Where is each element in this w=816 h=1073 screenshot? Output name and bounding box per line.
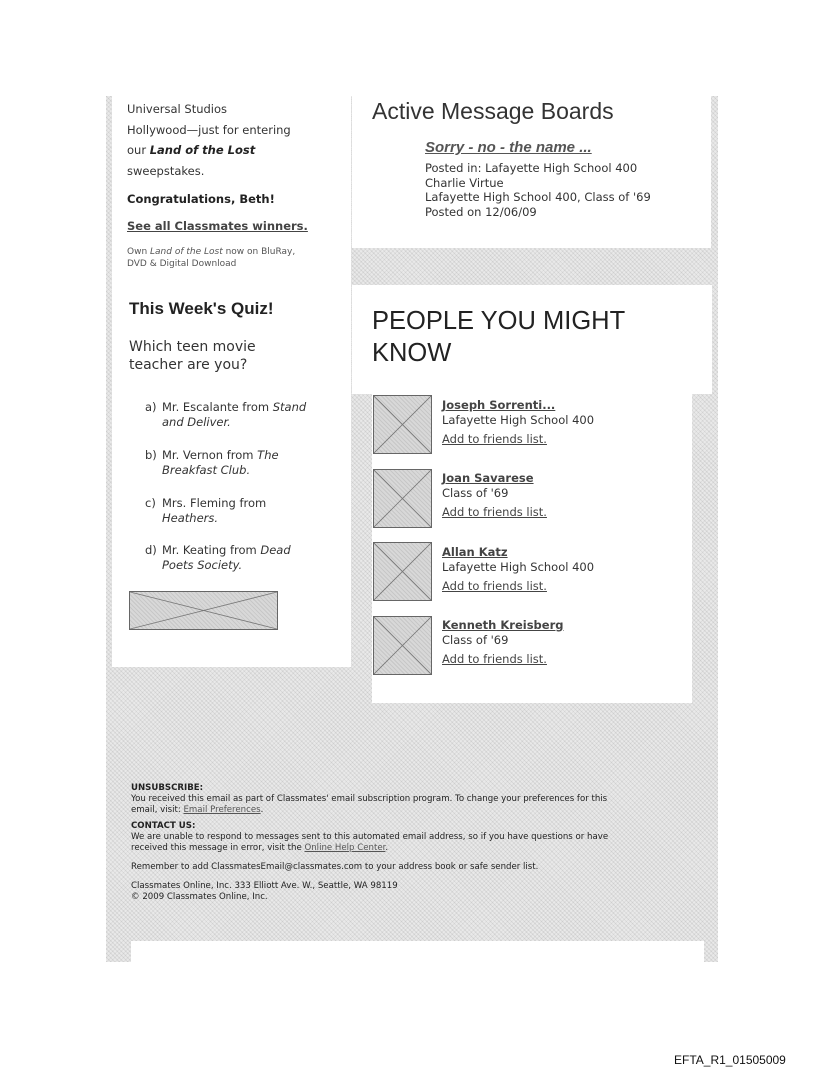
sweepstakes-line1: Universal Studios [127, 102, 228, 116]
quiz-option-a[interactable] [145, 400, 334, 430]
add-friend-link[interactable]: Add to friends list. [442, 505, 547, 519]
person-name-link[interactable]: Allan Katz [442, 545, 508, 559]
spacer [131, 873, 701, 881]
contact-text-cont: received this message in error, visit the Online Help Center. [131, 843, 389, 853]
email-preferences-link[interactable]: Email Preferences [183, 805, 261, 815]
option-movie-cont: Breakfast Club. [162, 463, 251, 477]
congrats-label: Congratulations, Beth! [127, 192, 275, 206]
option-label: b) [145, 448, 157, 462]
document-id: EFTA_R1_01505009 [674, 1053, 786, 1067]
footer [131, 783, 701, 903]
unsubscribe-heading [131, 783, 701, 794]
person-name-link[interactable]: Kenneth Kreisberg [442, 618, 564, 632]
own-title: Land of the Lost [150, 247, 223, 257]
option-movie: The [257, 448, 279, 462]
option-movie: Stand [272, 400, 307, 414]
unsubscribe-text: You received this email as part of Classmates' email subscription program. To change your preferences for this [131, 794, 608, 804]
online-help-center-link[interactable]: Online Help Center [304, 843, 386, 853]
broken-image-icon [374, 396, 431, 453]
option-name: Mr. Escalante from [162, 400, 273, 414]
quiz-option-b[interactable] [145, 448, 334, 478]
post-title-link[interactable]: Sorry - no - the name ... [425, 139, 592, 156]
person-name-link[interactable]: Joseph Sorrenti... [442, 398, 556, 412]
option-movie-cont: and Deliver. [162, 415, 231, 429]
own-prefix: Own [127, 247, 151, 257]
person-detail: Lafayette High School 400 [442, 413, 595, 427]
own-promo [127, 246, 342, 270]
person-item [442, 614, 682, 667]
copyright: © 2009 Classmates Online, Inc. [131, 892, 268, 902]
option-name: Mr. Vernon from [162, 448, 258, 462]
person-detail: Class of '69 [442, 633, 509, 647]
sweepstakes-text [127, 99, 342, 181]
people-title-line2: KNOW [372, 339, 452, 367]
company-address: Classmates Online, Inc. 333 Elliott Ave. W., Seattle, WA 98119 [131, 881, 398, 891]
contact-text-prefix: received this message in error, visit the [131, 843, 305, 853]
broken-image-icon [374, 543, 431, 600]
safe-sender-note: Remember to add ClassmatesEmail@classmates.com to your address book or safe sender list. [131, 862, 539, 872]
sweepstakes-prefix: our [127, 143, 150, 157]
person-detail: Class of '69 [442, 486, 509, 500]
person-detail: Lafayette High School 400 [442, 560, 595, 574]
quiz-submit-button-image[interactable] [129, 591, 278, 630]
person-item [442, 394, 682, 447]
post-author-school: Lafayette High School 400, Class of '69 [425, 190, 651, 204]
broken-image-icon [130, 592, 277, 629]
footer-bottom-strip [131, 941, 704, 962]
sweepstakes-line3 [127, 140, 342, 161]
unsubscribe-text-prefix: email, visit: [131, 805, 184, 815]
option-label: d) [145, 543, 157, 557]
post-date: Posted on 12/06/09 [425, 204, 537, 219]
left-column [112, 96, 351, 667]
option-name: Mr. Keating from [162, 543, 261, 557]
quiz-option-c[interactable] [145, 496, 334, 526]
option-label: a) [145, 400, 157, 414]
quiz-question [129, 338, 339, 374]
own-promo-line1 [127, 246, 342, 258]
quiz-title: This Week's Quiz! [129, 299, 274, 318]
own-suffix: now on BluRay, [222, 247, 296, 257]
post-details [425, 161, 705, 219]
unsubscribe-text-cont: email, visit: Email Preferences. [131, 805, 264, 815]
quiz-question-line1: Which teen movie [129, 339, 256, 355]
own-promo-line2: DVD & Digital Download [127, 259, 237, 269]
contact-text: We are unable to respond to messages sent to this automated email address, so if you have questions or have [131, 832, 609, 842]
person-avatar[interactable] [373, 616, 432, 675]
message-boards-title: Active Message Boards [372, 98, 614, 124]
add-friend-link[interactable]: Add to friends list. [442, 432, 547, 446]
post-author[interactable]: Charlie Virtue [425, 175, 504, 190]
option-movie: Dead [260, 543, 291, 557]
congrats-text [127, 189, 275, 210]
post-posted-in: Posted in: Lafayette High School 400 [425, 161, 638, 175]
quiz-option-d[interactable] [145, 543, 334, 573]
add-friend-link[interactable]: Add to friends list. [442, 652, 547, 666]
option-movie-cont: Poets Society. [162, 558, 243, 572]
person-item [442, 541, 682, 594]
unsubscribe-heading-label: UNSUBSCRIBE: [131, 783, 204, 793]
option-movie-cont: Heathers. [162, 511, 219, 525]
sweepstakes-line4: sweepstakes. [127, 163, 205, 178]
broken-image-icon [374, 617, 431, 674]
option-label: c) [145, 496, 156, 510]
contact-heading-label: CONTACT US: [131, 821, 196, 831]
people-title-line1: PEOPLE YOU MIGHT [372, 307, 626, 335]
person-avatar[interactable] [373, 395, 432, 454]
people-title [372, 305, 625, 369]
movie-title: Land of the Lost [149, 143, 256, 157]
option-name: Mrs. Fleming from [162, 496, 267, 510]
sweepstakes-line2: Hollywood—just for entering [127, 122, 291, 137]
person-item [442, 467, 682, 520]
broken-image-icon [374, 470, 431, 527]
person-name-link[interactable]: Joan Savarese [442, 471, 534, 485]
see-all-winners-link[interactable]: See all Classmates winners. [127, 219, 308, 233]
spacer [131, 854, 701, 862]
person-avatar[interactable] [373, 542, 432, 601]
quiz-question-line2: teacher are you? [129, 357, 248, 373]
contact-heading [131, 821, 701, 832]
add-friend-link[interactable]: Add to friends list. [442, 579, 547, 593]
person-avatar[interactable] [373, 469, 432, 528]
